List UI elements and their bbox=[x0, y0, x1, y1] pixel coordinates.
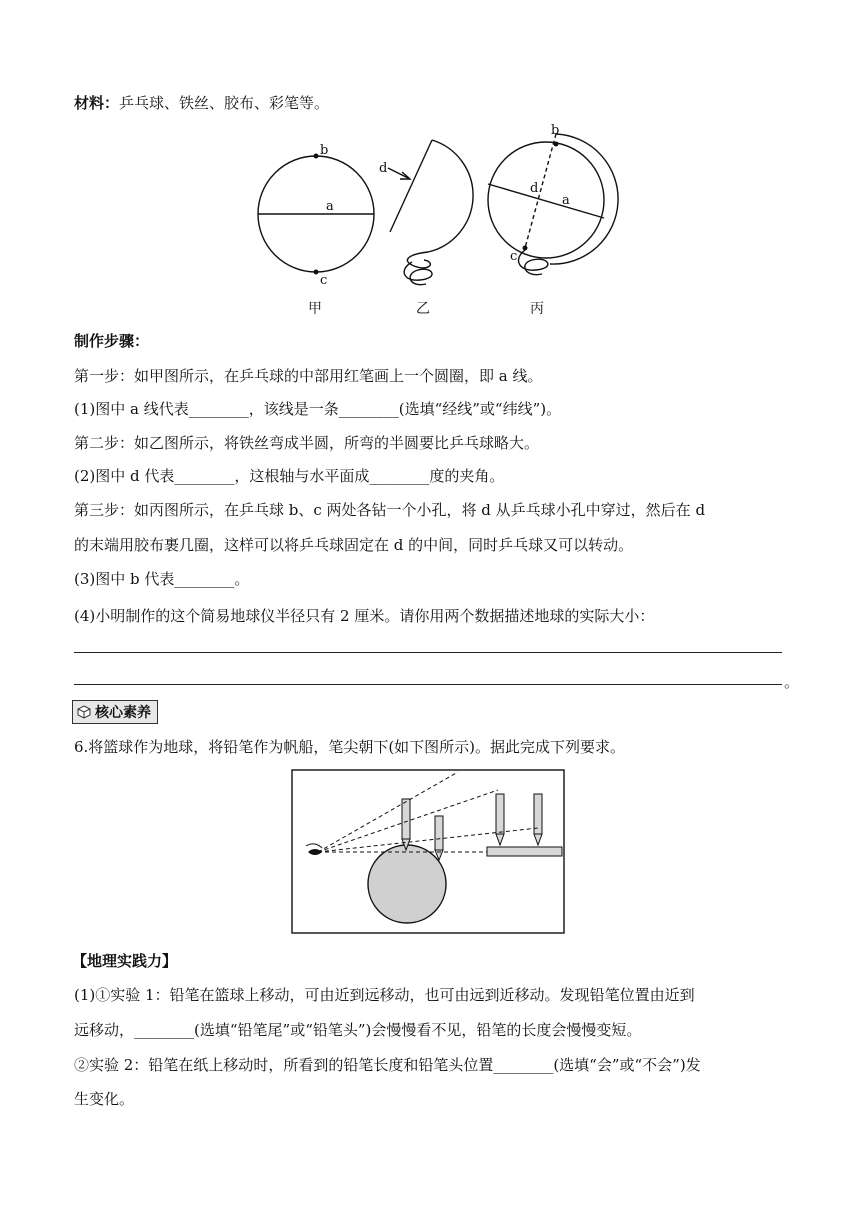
figure-label-jia: 甲 bbox=[308, 301, 322, 317]
answer-line-2[interactable] bbox=[74, 684, 782, 685]
practice-title: 【地理实践力】 bbox=[72, 952, 178, 970]
materials-text: 乒乓球、铁丝、胶布、彩笔等。 bbox=[119, 94, 330, 112]
letter-c-jia: c bbox=[320, 273, 328, 288]
arrow-d bbox=[388, 168, 408, 178]
letter-a-bing: a bbox=[562, 193, 570, 208]
basketball-pencil-figure bbox=[0, 768, 860, 938]
question-3: (3)图中 b 代表________。 bbox=[74, 570, 250, 588]
question-2: (2)图中 d 代表________，这根轴与水平面成________度的夹角。 bbox=[74, 467, 505, 485]
wire-half-circle bbox=[407, 140, 473, 268]
letter-d-yi: d bbox=[379, 161, 388, 176]
steps-title: 制作步骤： bbox=[74, 332, 150, 350]
question-6: 6.将篮球作为地球，将铅笔作为帆船，笔尖朝下(如下图所示)。据此完成下列要求。 bbox=[74, 738, 626, 756]
axis-d-yi bbox=[390, 140, 432, 232]
figure-label-bing: 丙 bbox=[530, 301, 544, 317]
paper-board bbox=[487, 847, 562, 856]
step3-text-line1: 第三步：如丙图所示，在乒乓球 b、c 两处各钻一个小孔，将 d 从乒乓球小孔中穿过，然后在 d bbox=[74, 501, 706, 519]
line-a-bing bbox=[488, 184, 604, 218]
step1-text: 第一步：如甲图所示，在乒乓球的中部用红笔画上一个圆圈，即 a 线。 bbox=[74, 367, 543, 385]
section-badge-label: 核心素养 bbox=[95, 705, 151, 721]
globe-making-figure bbox=[0, 122, 860, 322]
step2-text: 第二步：如乙图所示，将铁丝弯成半圆，所弯的半圆要比乒乓球略大。 bbox=[74, 434, 540, 452]
basketball bbox=[368, 845, 446, 923]
pencil-2 bbox=[435, 816, 443, 850]
experiment-2-line1: ②实验 2：铅笔在纸上移动时，所看到的铅笔长度和铅笔头位置________(选填“会”或“不会”)发 bbox=[74, 1056, 701, 1074]
wire-stand-coil bbox=[404, 262, 432, 285]
letter-d-bing: d bbox=[530, 181, 539, 196]
letter-c-bing: c bbox=[510, 249, 518, 264]
letter-b-bing: b bbox=[551, 123, 560, 138]
materials-label: 材料： bbox=[74, 94, 120, 112]
figure-label-yi: 乙 bbox=[416, 301, 430, 317]
experiment-1-line1: (1)①实验 1：铅笔在篮球上移动，可由近到远移动，也可由远到近移动。发现铅笔位置由近到 bbox=[74, 986, 695, 1004]
cube-icon bbox=[77, 705, 91, 719]
letter-b-jia: b bbox=[320, 143, 329, 158]
question-4: (4)小明制作的这个简易地球仪半径只有 2 厘米。请你用两个数据描述地球的实际大小： bbox=[74, 607, 655, 625]
experiment-1-line2: 远移动，________(选填“铅笔尾”或“铅笔头”)会慢慢看不见，铅笔的长度会慢慢变短。 bbox=[74, 1021, 642, 1039]
experiment-2-line2: 生变化。 bbox=[74, 1090, 135, 1108]
step3-text-line2: 的末端用胶布裹几圈，这样可以将乒乓球固定在 d 的中间，同时乒乓球又可以转动。 bbox=[74, 536, 634, 554]
section-badge bbox=[72, 700, 158, 724]
question-1: (1)图中 a 线代表________，该线是一条________(选填“经线”或“纬线”)。 bbox=[74, 400, 562, 418]
letter-a-jia: a bbox=[326, 199, 334, 214]
ping-pong-ball-bing bbox=[488, 142, 604, 258]
answer-line-1[interactable] bbox=[74, 652, 782, 653]
pencil-3 bbox=[496, 794, 504, 834]
materials-line bbox=[74, 93, 329, 113]
pencil-1 bbox=[402, 799, 410, 839]
answer-end-mark: 。 bbox=[784, 673, 800, 691]
